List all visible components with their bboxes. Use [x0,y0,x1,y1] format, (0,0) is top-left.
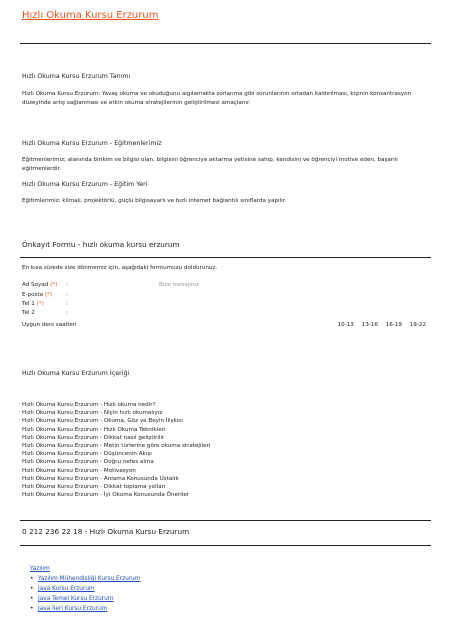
link-java-temel[interactable]: Java Temel Kursu Erzurum [38,596,114,602]
content-rule [20,520,431,521]
field-eposta[interactable] [22,292,68,298]
hour-option[interactable]: 19-22 [409,322,426,328]
field-colon: : [66,310,68,316]
message-field[interactable]: Bize mesajınız [159,282,199,288]
field-label: Tel 1 [22,301,35,307]
required-mark: (*) [44,292,53,298]
list-item: Hızlı Okuma Kursu Erzurum - Hızlı Okuma Teknikleri [22,426,166,433]
field-tel1[interactable] [22,301,68,307]
link-java-kursu[interactable]: Java Kursu Erzurum [38,586,95,592]
list-item: Hızlı Okuma Kursu Erzurum - Niçin hızlı okumalıyız [22,410,163,417]
field-tel2[interactable] [22,310,68,316]
list-item: Hızlı Okuma Kursu Erzurum - Motivasyon [22,467,136,474]
link-java-ileri[interactable]: Java İleri Kursu Erzurum [38,606,108,612]
list-item: Hızlı Okuma Kursu Erzurum - Metin türlerine göre okuma stratejileri [22,443,211,450]
list-item: Hızlı Okuma Kursu Erzurum - Okuma, Göz ve Beyin İlişkisi [22,418,183,425]
list-item [30,584,141,594]
field-label: Ad Soyad [22,282,49,288]
hour-option[interactable]: 16-19 [385,322,402,328]
list-item: Hızlı Okuma Kursu Erzurum - Dikkat toplama yolları [22,484,166,491]
form-rule [20,257,431,258]
list-item: Hızlı Okuma Kursu Erzurum - Dikkat nasıl geliştirilir [22,434,165,441]
form-intro: En kısa sürede size dönmemiz için, aşağıdaki formumuzu doldurunuz. [22,265,218,271]
required-mark: (*) [36,301,44,307]
content-list [22,401,210,499]
hours-label: Uygun ders saatleri [22,322,77,328]
list-item [30,574,141,584]
field-colon: : [66,292,68,298]
list-item [30,594,141,604]
header-rule [20,43,431,44]
page-title[interactable]: Hızlı Okuma Kursu Erzurum [22,10,159,21]
hour-option[interactable]: 13-16 [361,322,378,328]
field-label: Tel 2 [22,310,35,316]
list-item: Hızlı Okuma Kursu Erzurum - Doğru nefes alma [22,459,154,466]
tanim-text: Hızlı Okuma Kursu Erzurum: Yavaş okuma ve okuduğunu algılamakta zorlanma gibi sorunlarının ortadan kaldırılması, kişinin konsantrasyon düzeyinde artış sağlanması ve etkin okuma stratejilerinin geliştirilmesi amaçlanır. [22,91,412,106]
content-title: Hızlı Okuma Kursu Erzurum İçeriği [22,370,130,377]
field-colon: : [66,282,68,288]
contact-rule [20,545,431,546]
list-item: Hızlı Okuma Kursu Erzurum - Düşüncenin Akışı [22,451,152,458]
hours-options [332,322,426,328]
list-item: Hızlı Okuma Kursu Erzurum - Hızlı okuma nedir? [22,402,156,408]
yer-text: Eğitimlerimiz; klimalı, projektörlü, güçlü bilgisayarlı ve hızlı internet bağlantılı sınıflarda yapılır. [22,198,287,204]
list-item: Hızlı Okuma Kursu Erzurum - Anlama Konusunda Ustalık [22,475,179,482]
field-ad-soyad[interactable] [22,282,68,288]
link-yazilim-muhendisligi[interactable]: Yazılım Mühendisliği Kursu Erzurum [38,576,141,582]
list-item [30,604,141,614]
links-list [30,574,141,614]
list-item: Hızlı Okuma Kursu Erzurum - İyi Okuma Konusunda Öneriler [22,492,190,499]
field-colon: : [66,301,68,307]
hour-option[interactable]: 10-13 [337,322,354,328]
contact-line: 0 212 236 22 18 - Hızlı Okuma Kursu Erzurum [22,527,190,536]
tanim-title: Hızlı Okuma Kursu Erzurum Tanımı [22,73,131,80]
egitmen-title: Hızlı Okuma Kursu Erzurum - Eğitmenlerimiz [22,140,162,147]
form-title: Önkayıt Formu - hızlı okuma kursu erzurum [22,240,180,249]
yer-title: Hızlı Okuma Kursu Erzurum - Eğitim Yeri [22,181,148,188]
field-label: E-posta [22,292,44,298]
egitmen-text: Eğitmenlerimiz; alanında birikim ve bilgisi olan, bilgisini öğrenciye aktarma yetisine sahip, kendisini ve öğrenciyi motive eden, başarılı eğitmenlerdir. [22,157,398,172]
links-title[interactable]: Yazılım [30,566,50,572]
links-section [30,566,141,614]
required-mark: (*) [50,282,58,288]
